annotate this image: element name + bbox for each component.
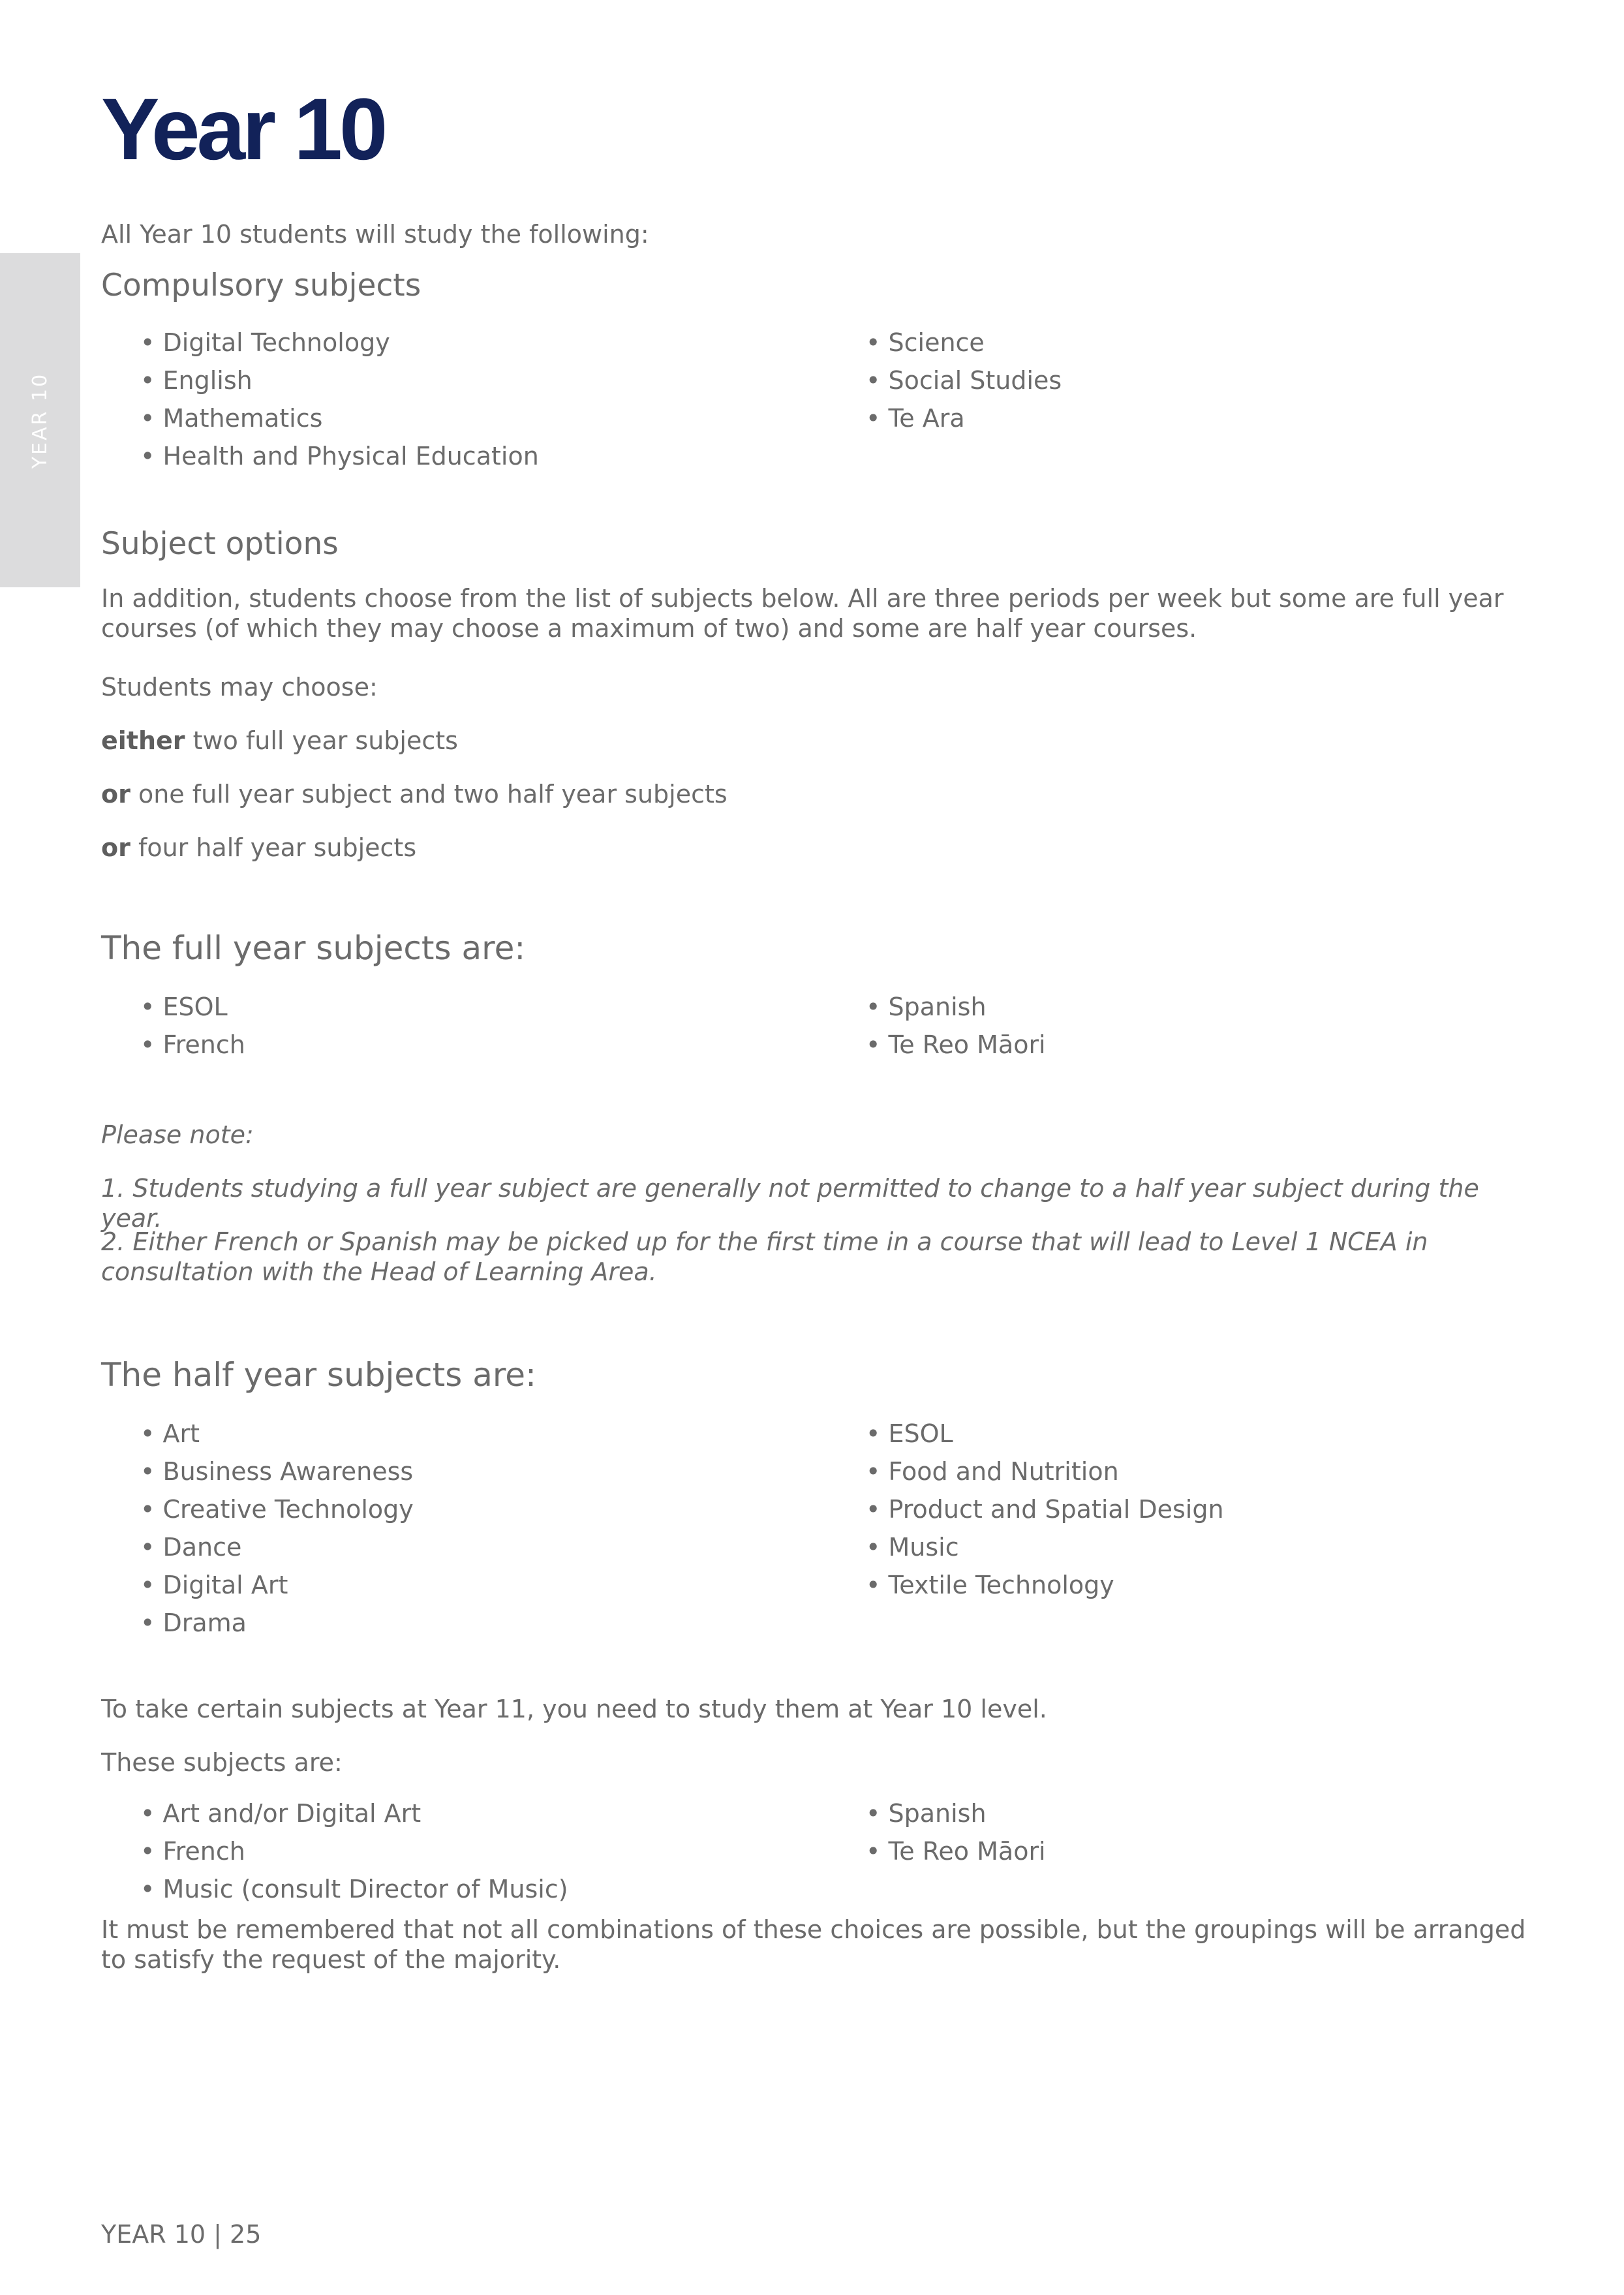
half-year-list-right (866, 1415, 1224, 1604)
choice-keyword: or (101, 833, 130, 862)
these-subjects-text: These subjects are: (101, 1748, 343, 1777)
list-item: • Music (866, 1528, 1224, 1566)
list-item: • Digital Technology (140, 324, 539, 362)
half-year-list-left (140, 1415, 414, 1642)
note-label: Please note: (101, 1120, 254, 1149)
options-heading: Subject options (101, 526, 339, 562)
list-item: • Drama (140, 1604, 414, 1642)
year11-list-right (866, 1794, 1046, 1870)
page-title: Year 10 (101, 81, 385, 178)
list-item: • Te Reo Māori (866, 1026, 1046, 1064)
note-1: 1. Students studying a full year subject are generally not permitted to change to a half year subject during the year. (101, 1174, 1479, 1233)
list-item: • Te Reo Māori (866, 1832, 1046, 1870)
list-item: • Spanish (866, 988, 1046, 1026)
year11-list-left (140, 1794, 568, 1908)
side-tab-label: YEAR 10 (29, 372, 52, 469)
list-item: • ESOL (140, 988, 245, 1026)
list-item: • Food and Nutrition (866, 1453, 1224, 1490)
list-item: • Art and/or Digital Art (140, 1794, 568, 1832)
list-item: • Textile Technology (866, 1566, 1224, 1604)
list-item: • Social Studies (866, 362, 1062, 399)
choice-or-2 (101, 833, 416, 863)
choice-keyword: or (101, 780, 130, 809)
list-item: • Creative Technology (140, 1490, 414, 1528)
year11-intro: To take certain subjects at Year 11, you need to study them at Year 10 level. (101, 1695, 1047, 1723)
options-paragraph: In addition, students choose from the list of subjects below. All are three periods per week but some are full year courses (of which they may choose a maximum of two) and some are half year courses. (101, 584, 1504, 643)
choice-keyword: either (101, 726, 185, 755)
choice-text: two full year subjects (185, 726, 458, 755)
full-year-list-left (140, 988, 245, 1064)
list-item: • Health and Physical Education (140, 437, 539, 475)
half-year-heading: The half year subjects are: (101, 1356, 536, 1394)
list-item: • Science (866, 324, 1062, 362)
full-year-heading: The full year subjects are: (101, 929, 526, 967)
choice-or-1 (101, 779, 728, 809)
compulsory-list-right (866, 324, 1062, 437)
choice-text: four half year subjects (130, 833, 417, 862)
may-choose-text: Students may choose: (101, 673, 378, 701)
list-item: • Music (consult Director of Music) (140, 1870, 568, 1908)
list-item: • Spanish (866, 1794, 1046, 1832)
page-footer: YEAR 10 | 25 (101, 2220, 262, 2249)
list-item: • Te Ara (866, 399, 1062, 437)
compulsory-list-left (140, 324, 539, 475)
side-tab (0, 253, 80, 587)
list-item: • French (140, 1026, 245, 1064)
note-2: 2. Either French or Spanish may be picked up for the first time in a course that will lead to Level 1 NCEA in consultation with the Head of Learning Area. (101, 1227, 1428, 1286)
list-item: • Art (140, 1415, 414, 1453)
list-item: • Business Awareness (140, 1453, 414, 1490)
intro-text: All Year 10 students will study the following: (101, 220, 649, 249)
list-item: • Mathematics (140, 399, 539, 437)
choice-either (101, 726, 458, 756)
list-item: • ESOL (866, 1415, 1224, 1453)
full-year-list-right (866, 988, 1046, 1064)
list-item: • Digital Art (140, 1566, 414, 1604)
list-item: • English (140, 362, 539, 399)
list-item: • Product and Spatial Design (866, 1490, 1224, 1528)
choice-text: one full year subject and two half year subjects (130, 780, 728, 809)
compulsory-heading: Compulsory subjects (101, 268, 421, 303)
list-item: • French (140, 1832, 568, 1870)
list-item: • Dance (140, 1528, 414, 1566)
closing-paragraph: It must be remembered that not all combinations of these choices are possible, but the groupings will be arranged to satisfy the request of the majority. (101, 1915, 1526, 1974)
